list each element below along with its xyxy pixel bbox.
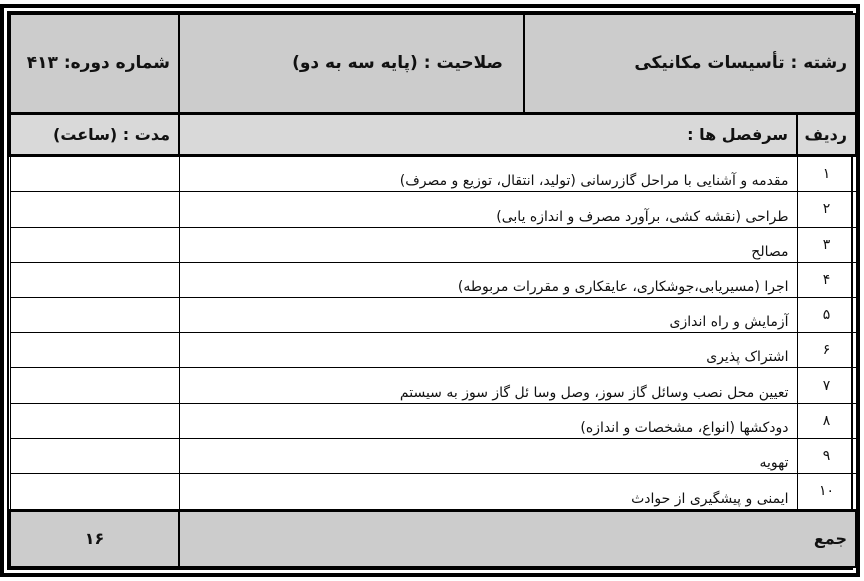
syllabus-table (9, 13, 857, 568)
field-title: رشته : تأسیسات مکانیکی (524, 14, 856, 113)
row-topic: مقدمه و آشنایی با مراحل گازرسانی (تولید، انتقال، توزیع و مصرف) (179, 155, 797, 191)
total-label: جمع (179, 510, 856, 567)
total-row (10, 510, 856, 567)
total-hours: ۱۶ (10, 510, 179, 567)
header-row (10, 14, 856, 113)
table-row (10, 403, 856, 438)
row-hours (10, 438, 179, 473)
row-hours (10, 155, 179, 191)
row-number: ۴ (797, 262, 856, 297)
row-hours (10, 333, 179, 368)
row-number: ۵ (797, 298, 856, 333)
course-number: شماره دوره: ۴۱۳ (10, 14, 179, 113)
competency-title: صلاحیت : (پایه سه به دو) (179, 14, 524, 113)
row-topic: تهویه (179, 438, 797, 473)
topics-header: سرفصل ها : (179, 113, 797, 155)
row-number: ۷ (797, 368, 856, 403)
table-row (10, 333, 856, 368)
table-row (10, 368, 856, 403)
row-hours (10, 227, 179, 262)
subheader-row (10, 113, 856, 155)
row-topic: ایمنی و پیشگیری از حوادث (179, 474, 797, 510)
row-number: ۸ (797, 403, 856, 438)
row-number: ۳ (797, 227, 856, 262)
table-row (10, 298, 856, 333)
row-topic: دودکشها (انواع، مشخصات و اندازه) (179, 403, 797, 438)
row-number: ۶ (797, 333, 856, 368)
row-number: ۹ (797, 438, 856, 473)
row-number-header: ردیف (797, 113, 856, 155)
table-row (10, 155, 856, 191)
table-row (10, 227, 856, 262)
table-row (10, 262, 856, 297)
row-number: ۲ (797, 192, 856, 227)
course-syllabus-frame (0, 4, 860, 577)
row-topic: تعیین محل نصب وسائل گاز سوز، وصل وسا ئل گاز سوز به سیستم (179, 368, 797, 403)
row-topic: مصالح (179, 227, 797, 262)
table-row (10, 192, 856, 227)
row-topic: طراحی (نقشه کشی، برآورد مصرف و اندازه یابی) (179, 192, 797, 227)
row-topic: اجرا (مسیریابی،جوشکاری، عایقکاری و مقررات مربوطه) (179, 262, 797, 297)
table-row (10, 474, 856, 510)
row-number: ۱ (797, 155, 856, 191)
row-hours (10, 262, 179, 297)
row-hours (10, 298, 179, 333)
row-topic: آزمایش و راه اندازی (179, 298, 797, 333)
row-hours (10, 474, 179, 510)
row-topic: اشتراک پذیری (179, 333, 797, 368)
inner-border (7, 11, 853, 570)
row-hours (10, 192, 179, 227)
duration-header: مدت : (ساعت) (10, 113, 179, 155)
row-hours (10, 368, 179, 403)
row-hours (10, 403, 179, 438)
row-number: ۱۰ (797, 474, 856, 510)
table-row (10, 438, 856, 473)
